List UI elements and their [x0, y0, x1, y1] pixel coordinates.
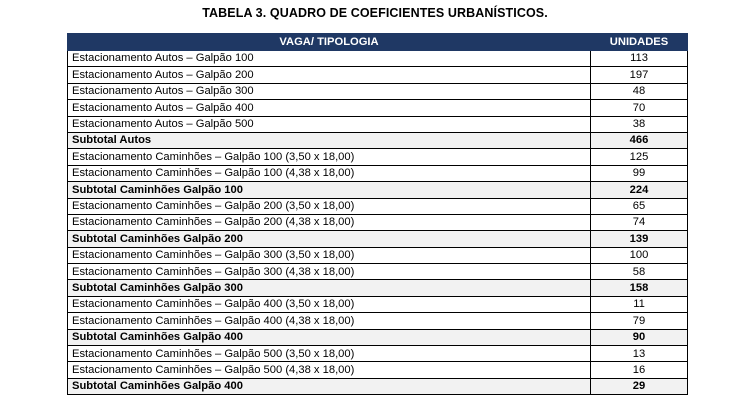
- row-units-value: 99: [591, 165, 688, 181]
- table-row: [68, 165, 688, 181]
- table-row: [68, 247, 688, 263]
- row-units-value: 139: [591, 231, 688, 247]
- row-label: Estacionamento Caminhões – Galpão 100 (4,38 x 18,00): [68, 165, 591, 181]
- row-units-value: 29: [591, 378, 688, 394]
- row-units-value: 48: [591, 83, 688, 99]
- subtotal-row: [68, 231, 688, 247]
- row-units-value: 58: [591, 264, 688, 280]
- row-label: Estacionamento Autos – Galpão 500: [68, 116, 591, 132]
- row-label: Subtotal Caminhões Galpão 300: [68, 280, 591, 296]
- row-units-value: 125: [591, 149, 688, 165]
- table-header-row: [68, 34, 688, 51]
- subtotal-row: [68, 329, 688, 345]
- row-units-value: 100: [591, 247, 688, 263]
- row-label: Subtotal Caminhões Galpão 200: [68, 231, 591, 247]
- column-header-units: UNIDADES: [591, 34, 688, 51]
- row-label: Estacionamento Caminhões – Galpão 300 (3,50 x 18,00): [68, 247, 591, 263]
- row-label: Subtotal Caminhões Galpão 400: [68, 329, 591, 345]
- row-label: Estacionamento Caminhões – Galpão 100 (3,50 x 18,00): [68, 149, 591, 165]
- table-row: [68, 296, 688, 312]
- subtotal-row: [68, 378, 688, 394]
- row-label: Estacionamento Caminhões – Galpão 500 (4,38 x 18,00): [68, 362, 591, 378]
- row-units-value: 466: [591, 132, 688, 148]
- row-units-value: 70: [591, 100, 688, 116]
- table-row: [68, 313, 688, 329]
- table-row: [68, 100, 688, 116]
- row-units-value: 90: [591, 329, 688, 345]
- table-row: [68, 198, 688, 214]
- row-label: Estacionamento Caminhões – Galpão 300 (4,38 x 18,00): [68, 264, 591, 280]
- row-label: Estacionamento Autos – Galpão 400: [68, 100, 591, 116]
- row-label: Subtotal Caminhões Galpão 100: [68, 182, 591, 198]
- subtotal-row: [68, 182, 688, 198]
- row-label: Estacionamento Caminhões – Galpão 500 (3,50 x 18,00): [68, 346, 591, 362]
- table-body: [68, 51, 688, 395]
- row-label: Estacionamento Autos – Galpão 100: [68, 51, 591, 67]
- table-row: [68, 362, 688, 378]
- subtotal-row: [68, 132, 688, 148]
- row-label: Estacionamento Caminhões – Galpão 200 (4,38 x 18,00): [68, 214, 591, 230]
- row-label: Estacionamento Caminhões – Galpão 400 (4,38 x 18,00): [68, 313, 591, 329]
- table-row: [68, 214, 688, 230]
- row-units-value: 65: [591, 198, 688, 214]
- table-title: TABELA 3. QUADRO DE COEFICIENTES URBANÍSTICOS.: [202, 6, 548, 20]
- row-units-value: 113: [591, 51, 688, 67]
- table-row: [68, 264, 688, 280]
- table-row: [68, 51, 688, 67]
- row-units-value: 197: [591, 67, 688, 83]
- row-label: Subtotal Caminhões Galpão 400: [68, 378, 591, 394]
- table-row: [68, 67, 688, 83]
- coefficients-table: [67, 33, 688, 395]
- row-label: Estacionamento Caminhões – Galpão 200 (3,50 x 18,00): [68, 198, 591, 214]
- row-label: Estacionamento Autos – Galpão 300: [68, 83, 591, 99]
- row-units-value: 74: [591, 214, 688, 230]
- row-label: Estacionamento Caminhões – Galpão 400 (3,50 x 18,00): [68, 296, 591, 312]
- row-units-value: 13: [591, 346, 688, 362]
- row-units-value: 79: [591, 313, 688, 329]
- table-row: [68, 83, 688, 99]
- row-units-value: 158: [591, 280, 688, 296]
- table-row: [68, 116, 688, 132]
- row-label: Subtotal Autos: [68, 132, 591, 148]
- row-units-value: 16: [591, 362, 688, 378]
- table-row: [68, 346, 688, 362]
- table-row: [68, 149, 688, 165]
- row-units-value: 38: [591, 116, 688, 132]
- row-units-value: 224: [591, 182, 688, 198]
- row-units-value: 11: [591, 296, 688, 312]
- row-label: Estacionamento Autos – Galpão 200: [68, 67, 591, 83]
- column-header-typology: VAGA/ TIPOLOGIA: [68, 34, 591, 51]
- subtotal-row: [68, 280, 688, 296]
